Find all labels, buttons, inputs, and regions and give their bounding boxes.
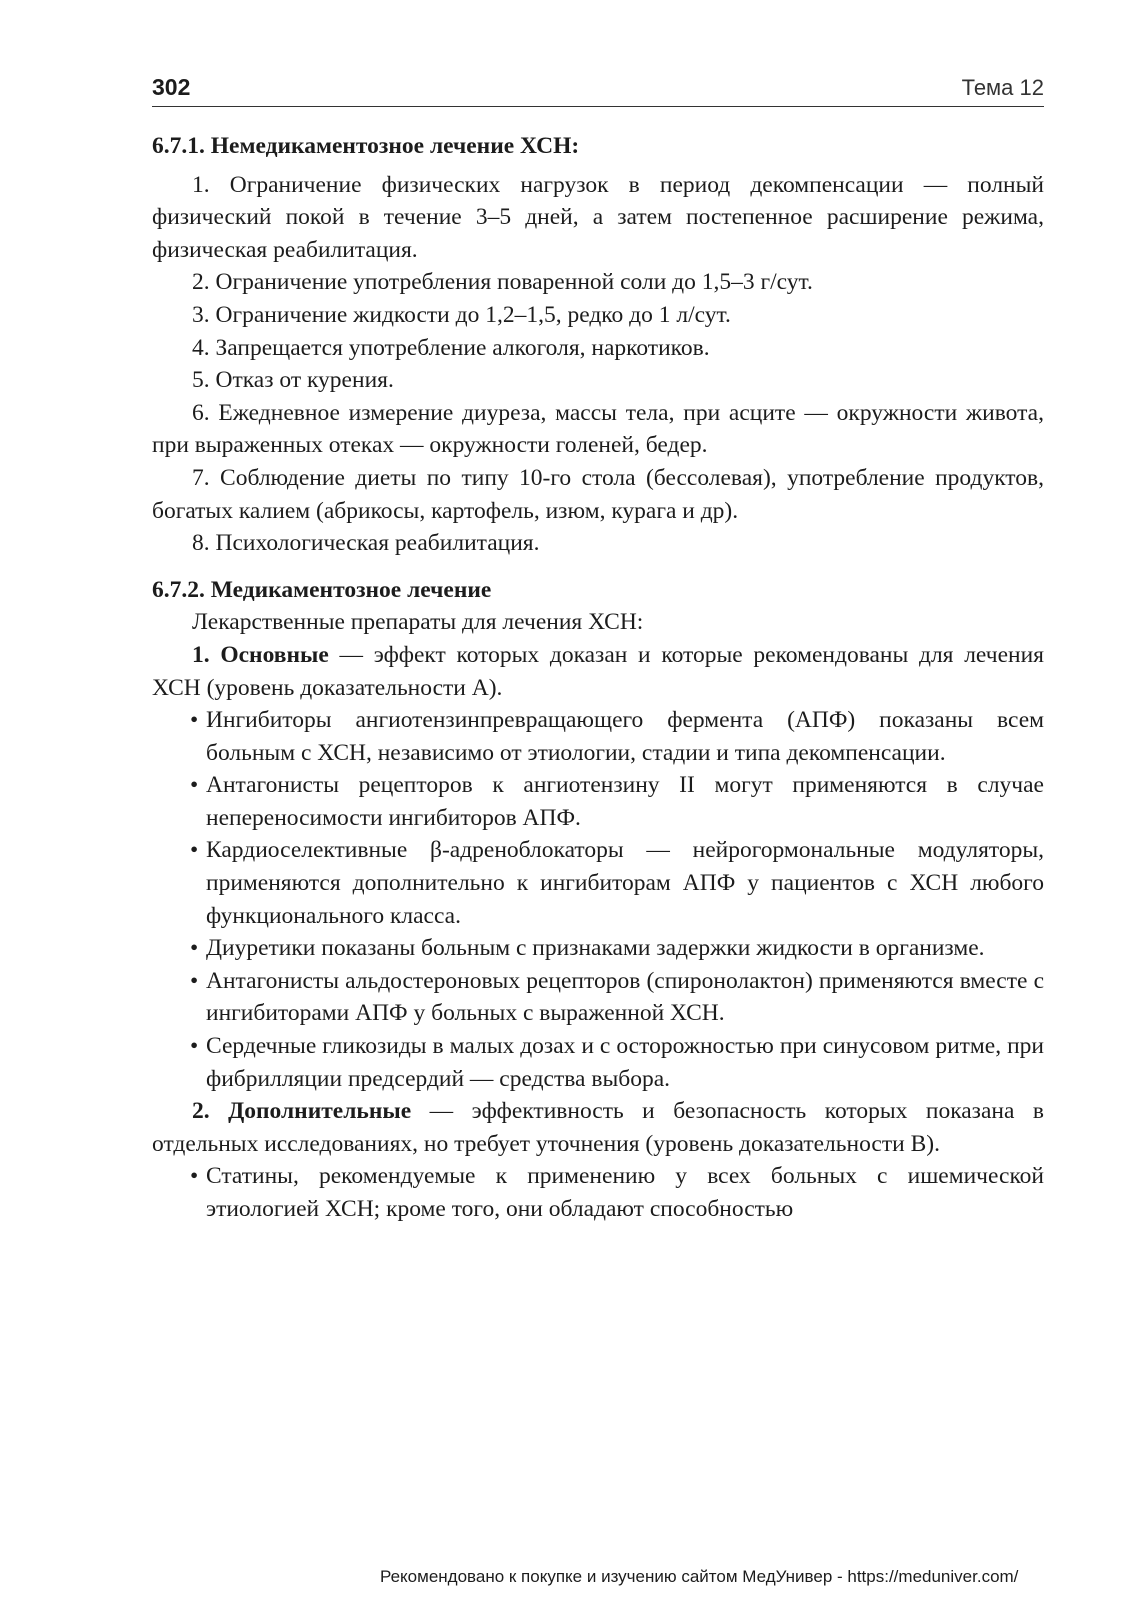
bullet-item	[152, 965, 1044, 1030]
list-item: 7. Соблюдение диеты по типу 10-го стола (бессолевая), употребление продуктов, богатых калием (абрикосы, картофель, изюм, курага и др).	[152, 464, 1044, 524]
bullet-icon: •	[190, 837, 199, 864]
bullet-text: Антагонисты альдостероновых рецепторов (спиронолактон) применяются вместе с ингибиторами АПФ у больных с выраженной ХСН.	[206, 967, 1044, 1027]
bullet-icon: •	[190, 772, 199, 799]
bullet-icon: •	[190, 967, 199, 994]
group-main-text: — эффект которых доказан и которые рекомендованы для лечения ХСН (уровень доказательности А).	[152, 641, 1044, 701]
list-item: 8. Психологическая реабилитация.	[192, 530, 540, 557]
bullet-icon: •	[190, 707, 199, 734]
list-item: 2. Ограничение употребления поваренной соли до 1,5–3 г/сут.	[192, 269, 813, 296]
footer-link-text: Рекомендовано к покупке и изучению сайтом МедУнивер - https://meduniver.com/	[380, 1567, 1019, 1586]
group-additional-text: — эффективность и безопасность которых показана в отдельных исследованиях, но требует уточнения (уровень доказательности В).	[152, 1098, 1044, 1157]
bullet-item	[152, 769, 1044, 834]
bullet-text: Сердечные гликозиды в малых дозах и с осторожностью при синусовом ритме, при фибрилляции предсердий — средства выбора.	[206, 1033, 1044, 1092]
group-main-paragraph	[152, 639, 1044, 704]
section-heading-6-7-1: 6.7.1. Немедикаментозное лечение ХСН:	[152, 133, 580, 159]
bullet-text: Кардиоселективные β-адреноблокаторы — нейрогормональные модуляторы, применяются дополнительно к ингибиторам АПФ у пациентов с ХСН любого функционального класса.	[206, 837, 1044, 929]
bullet-icon: •	[190, 1163, 199, 1190]
group-additional-label: 2. Дополнительные	[192, 1098, 412, 1125]
list-item: 5. Отказ от курения.	[192, 367, 394, 394]
bullet-item	[152, 1160, 1044, 1225]
bullet-text: Диуретики показаны больным с признаками задержки жидкости в организме.	[206, 935, 985, 962]
group-additional-paragraph	[152, 1095, 1044, 1160]
page-header	[152, 74, 1044, 107]
bullet-item	[152, 704, 1044, 769]
list-item: 1. Ограничение физических нагрузок в период декомпенсации — полный физический покой в течение 3–5 дней, а затем постепенное расширение режима, физическая реабилитация.	[152, 171, 1044, 263]
bullet-text: Ингибиторы ангиотензинпревращающего фермента (АПФ) показаны всем больным с ХСН, независимо от этиологии, стадии и типа декомпенсации.	[206, 707, 1044, 766]
running-head: Тема 12	[961, 75, 1044, 100]
bullet-item	[152, 834, 1044, 932]
bullet-item	[152, 932, 1044, 965]
bullet-icon: •	[190, 1033, 199, 1060]
bullet-text: Антагонисты рецепторов к ангиотензину II могут применяются в случае непереносимости ингибиторов АПФ.	[206, 772, 1044, 831]
list-item: 4. Запрещается употребление алкоголя, наркотиков.	[192, 334, 710, 361]
bullet-icon: •	[190, 935, 199, 962]
section-heading-6-7-2: 6.7.2. Медикаментозное лечение	[152, 576, 492, 603]
list-item: 3. Ограничение жидкости до 1,2–1,5, редко до 1 л/сут.	[192, 301, 731, 328]
page-body	[152, 130, 1044, 1226]
bullet-item	[152, 1030, 1044, 1095]
list-item: 6. Ежедневное измерение диуреза, массы тела, при асците — окружности живота, при выраженных отеках — окружности голеней, бедер.	[152, 399, 1044, 459]
page-number: 302	[152, 74, 191, 100]
bullet-text: Статины, рекомендуемые к применению у всех больных с ишемической этиологией ХСН; кроме того, они обладают способностью	[206, 1163, 1044, 1222]
group-main-label: 1. Основные	[192, 641, 329, 668]
intro-paragraph: Лекарственные препараты для лечения ХСН:	[192, 609, 644, 636]
